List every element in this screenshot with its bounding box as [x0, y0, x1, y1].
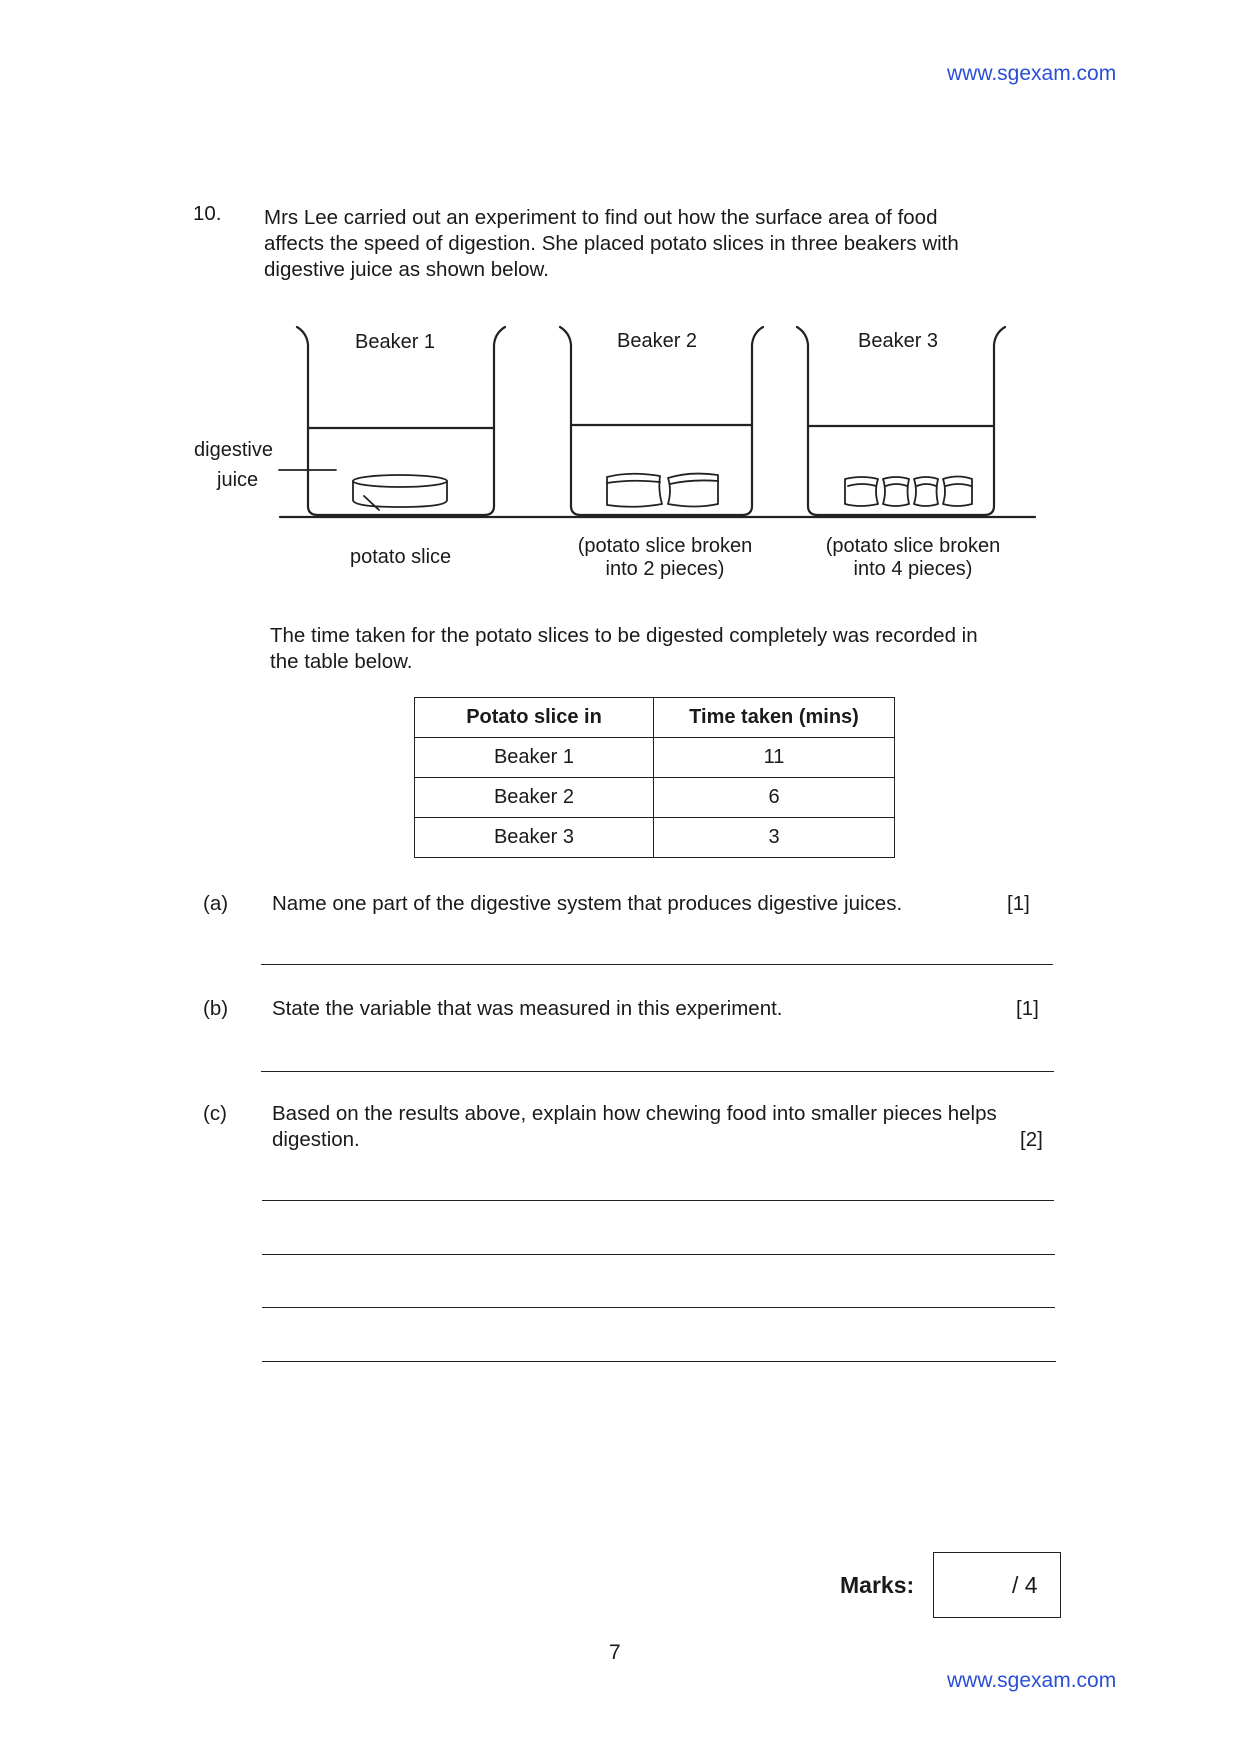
table-cell: Beaker 3	[415, 818, 654, 858]
table-cell: 11	[654, 738, 895, 778]
intro-line-3: digestive juice as shown below.	[264, 258, 549, 281]
part-b-marks: [1]	[1016, 997, 1039, 1020]
part-b-label: (b)	[203, 997, 229, 1020]
marks-total: / 4	[1012, 1572, 1038, 1598]
intro-line-1: Mrs Lee carried out an experiment to find out how the surface area of food	[264, 206, 938, 229]
footer-site-url: www.sgexam.com	[947, 1669, 1117, 1692]
marks-box[interactable]	[933, 1552, 1061, 1618]
table-row	[415, 738, 895, 778]
potato-slice-whole	[353, 475, 447, 510]
part-a-marks: [1]	[1007, 892, 1030, 915]
part-a-text: Name one part of the digestive system that produces digestive juices.	[272, 892, 903, 915]
question-number: 10.	[193, 202, 222, 225]
caption-beaker-3-line-1: (potato slice broken	[825, 535, 1001, 557]
part-c-answer-line-1[interactable]	[262, 1200, 1054, 1201]
marks-label: Marks:	[840, 1572, 915, 1598]
table-cell: 3	[654, 818, 895, 858]
part-b-text: State the variable that was measured in this experiment.	[272, 997, 783, 1020]
caption-beaker-2-line-1: (potato slice broken	[577, 535, 753, 557]
table-intro-line-2: the table below.	[270, 650, 413, 673]
potato-slice-2-pieces	[607, 474, 718, 507]
caption-beaker-1: potato slice	[350, 546, 452, 568]
part-c-answer-line-2[interactable]	[262, 1254, 1055, 1255]
table-cell: 6	[654, 778, 895, 818]
part-a-answer-line[interactable]	[261, 964, 1053, 965]
header-site-url: www.sgexam.com	[947, 62, 1117, 85]
digestive-juice-label-line-1: digestive	[194, 439, 273, 461]
beaker-3-outline	[797, 327, 1005, 515]
table-header-row	[415, 698, 895, 738]
header-potato-slice: Potato slice in	[415, 698, 654, 738]
caption-beaker-2-line-2: into 2 pieces)	[605, 558, 725, 580]
table-row	[415, 818, 895, 858]
part-b-answer-line[interactable]	[261, 1071, 1054, 1072]
table-cell: Beaker 1	[415, 738, 654, 778]
beaker-2-label: Beaker 2	[617, 330, 698, 352]
page-number: 7	[609, 1641, 621, 1664]
part-c-text-line-1: Based on the results above, explain how chewing food into smaller pieces helps	[272, 1102, 997, 1125]
potato-slice-4-pieces	[845, 477, 972, 507]
caption-beaker-3-line-2: into 4 pieces)	[853, 558, 973, 580]
beaker-3-label: Beaker 3	[858, 330, 939, 352]
intro-line-2: affects the speed of digestion. She placed potato slices in three beakers with	[264, 232, 959, 255]
table-cell: Beaker 2	[415, 778, 654, 818]
caption-beaker-2	[560, 535, 770, 581]
table-intro-line-1: The time taken for the potato slices to be digested completely was recorded in	[270, 624, 978, 647]
table-row	[415, 778, 895, 818]
header-time-taken: Time taken (mins)	[654, 698, 895, 738]
digestive-juice-label-line-2: juice	[217, 469, 259, 491]
results-table	[414, 697, 895, 858]
part-c-label: (c)	[203, 1102, 227, 1125]
beaker-1-label: Beaker 1	[355, 331, 436, 353]
beakers-diagram	[0, 0, 1239, 620]
part-c-marks: [2]	[1020, 1128, 1043, 1151]
part-a-label: (a)	[203, 892, 229, 915]
part-c-answer-line-4[interactable]	[262, 1361, 1056, 1362]
part-c-answer-line-3[interactable]	[262, 1307, 1055, 1308]
table-intro	[270, 623, 1050, 675]
caption-beaker-3	[808, 535, 1018, 581]
beaker-2-outline	[560, 327, 763, 515]
part-c-text-line-2: digestion.	[272, 1128, 360, 1151]
